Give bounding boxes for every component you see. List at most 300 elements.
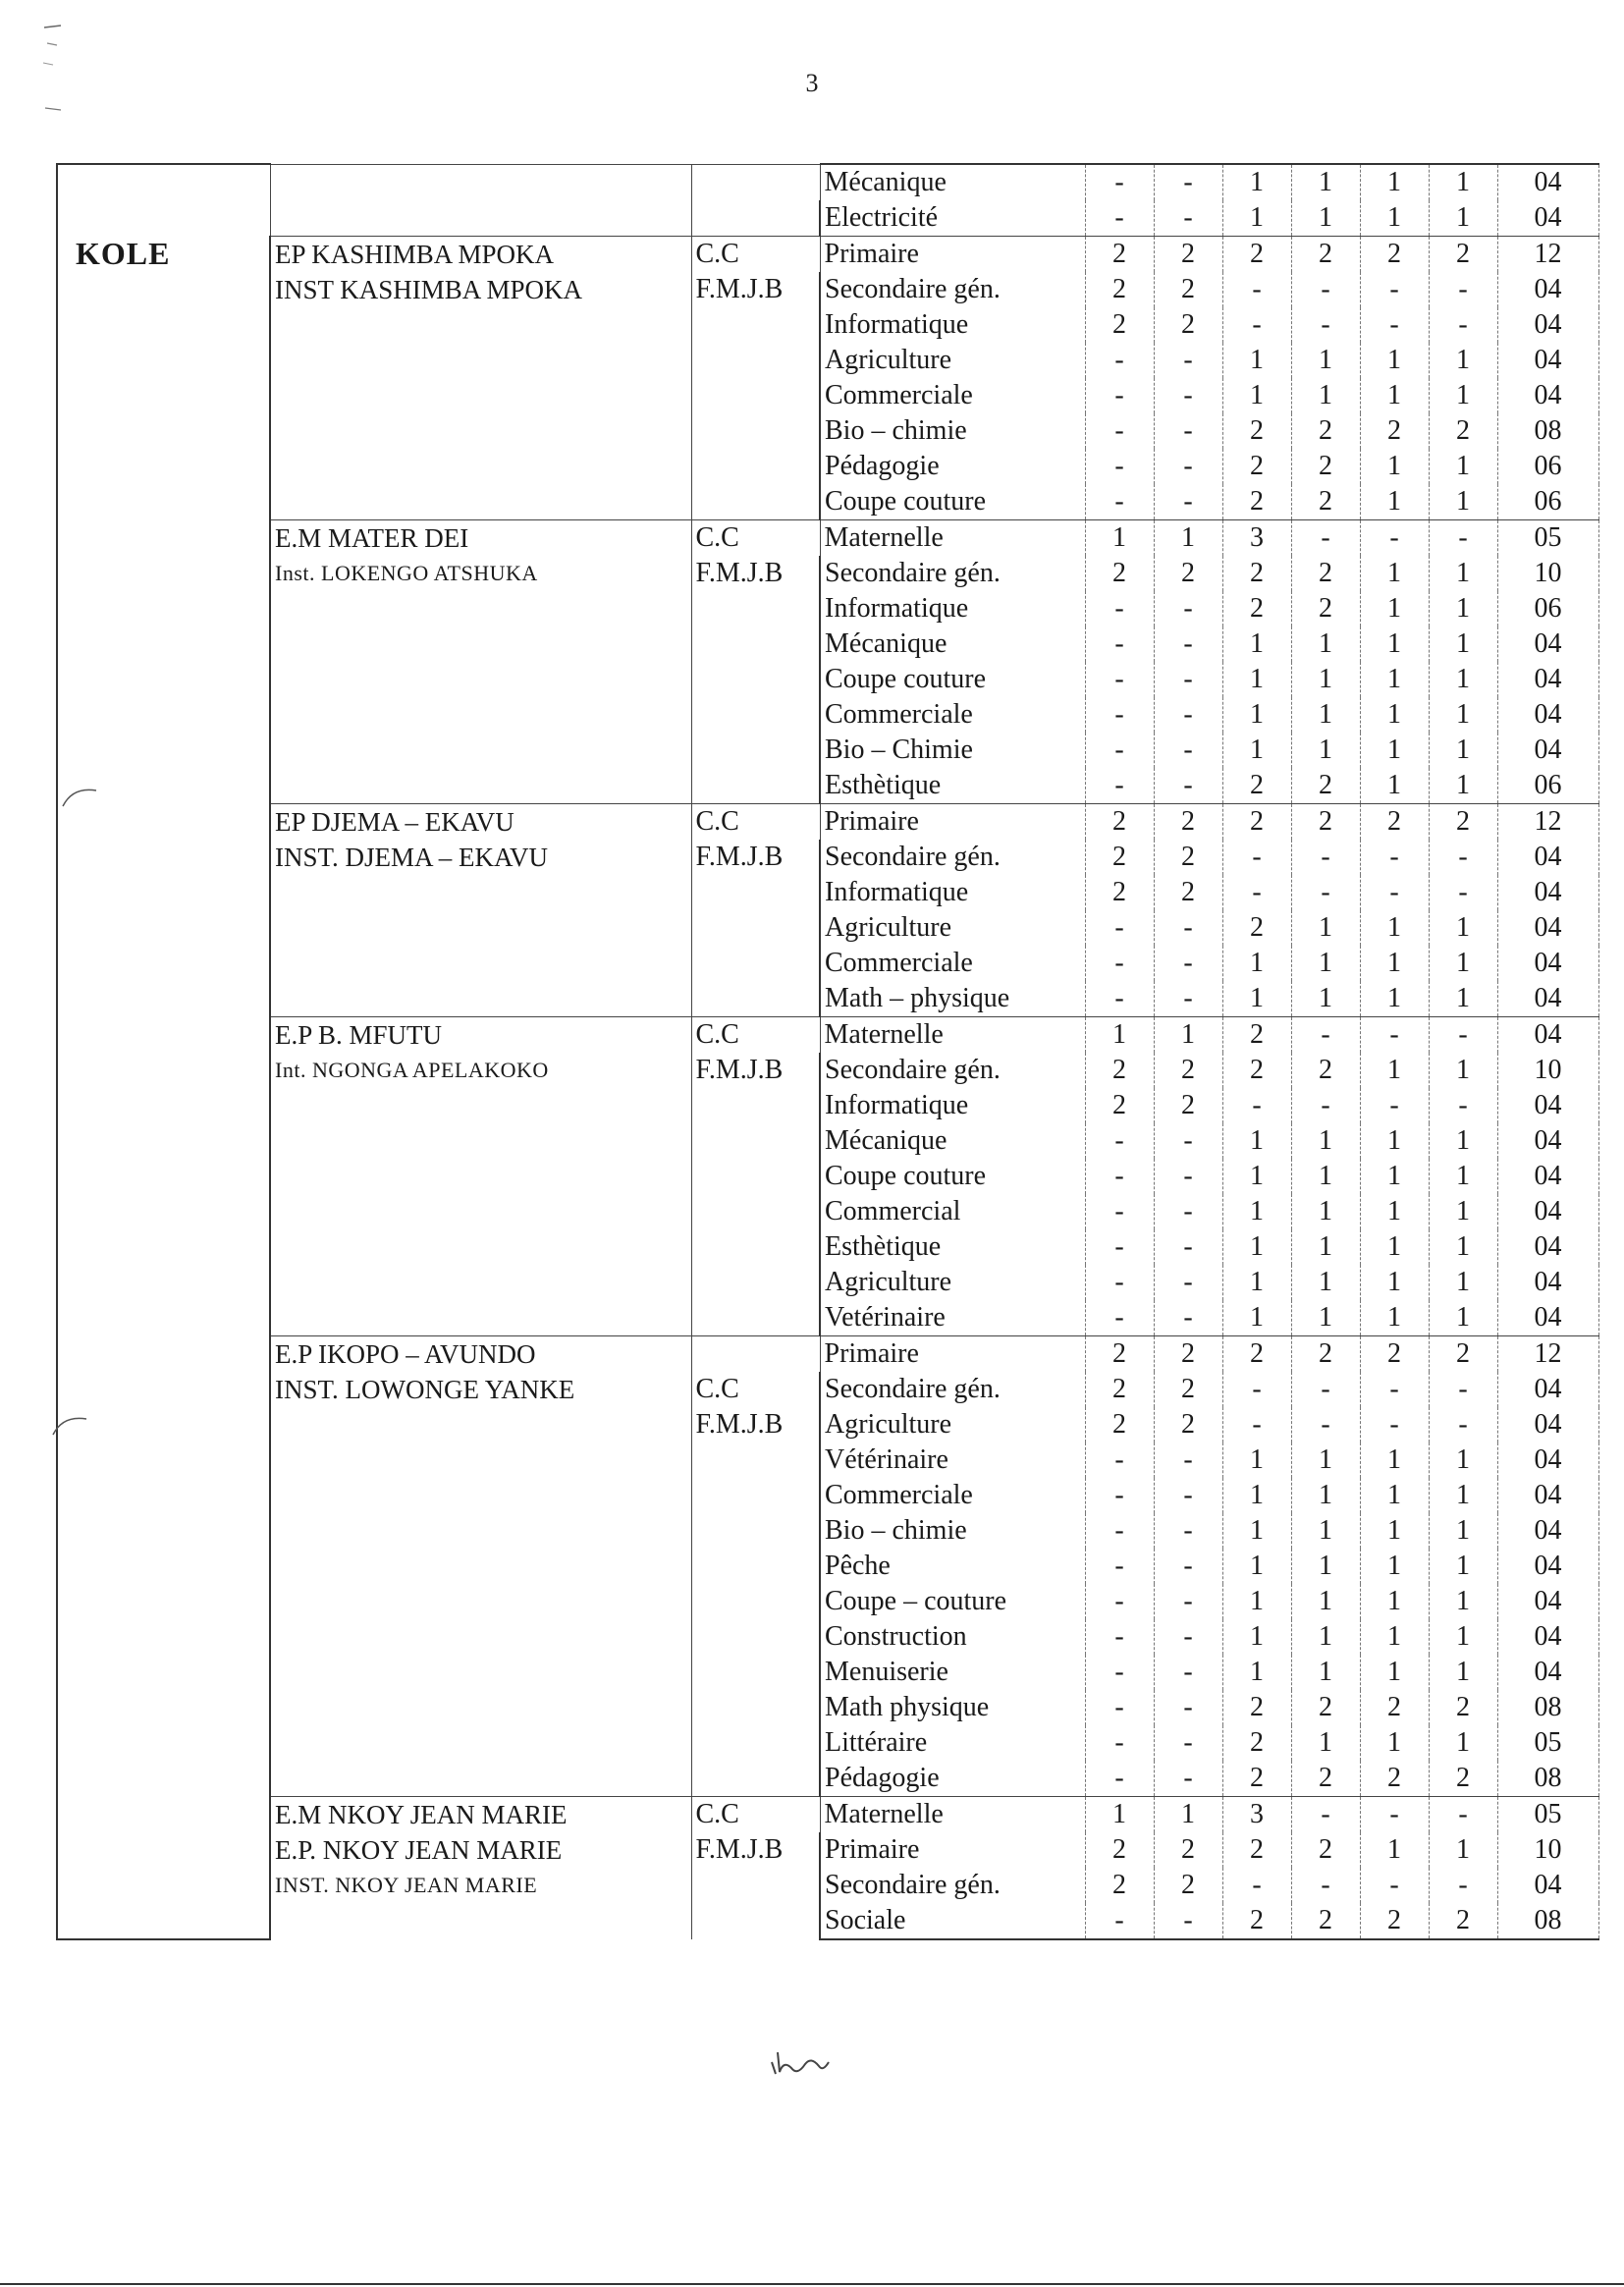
class-count-cell: 2 (1085, 272, 1154, 307)
total-cell: 08 (1497, 1761, 1598, 1797)
management-code: C.C (695, 806, 739, 837)
class-count-cell: - (1360, 1407, 1429, 1443)
school-name: INST KASHIMBA MPOKA (275, 275, 583, 304)
section-name: Pédagogie (820, 1761, 1085, 1797)
class-count-cell: 2 (1291, 484, 1360, 520)
class-count-cell: 1 (1291, 200, 1360, 237)
class-count-cell: 1 (1222, 1513, 1291, 1549)
class-count-cell: 1 (1429, 1549, 1497, 1584)
school-name: INST. NKOY JEAN MARIE (275, 1873, 538, 1897)
class-count-cell: - (1154, 1549, 1222, 1584)
total-cell: 04 (1497, 1868, 1598, 1903)
section-name: Esthètique (820, 1229, 1085, 1265)
section-name: Primaire (820, 804, 1085, 841)
total-cell: 04 (1497, 981, 1598, 1017)
class-count-cell: 1 (1085, 520, 1154, 557)
class-count-cell: 2 (1222, 556, 1291, 591)
class-count-cell: 1 (1222, 1584, 1291, 1619)
total-cell: 06 (1497, 768, 1598, 804)
class-count-cell: - (1429, 1407, 1497, 1443)
class-count-cell: 2 (1222, 449, 1291, 484)
class-count-cell: 1 (1429, 556, 1497, 591)
class-count-cell: 1 (1429, 1725, 1497, 1761)
management-code: C.C (695, 239, 739, 269)
table-row (57, 1336, 1598, 1373)
class-count-cell: - (1154, 1903, 1222, 1939)
class-count-cell: - (1085, 910, 1154, 946)
class-count-cell: 2 (1291, 1761, 1360, 1797)
class-count-cell: 1 (1154, 1797, 1222, 1833)
class-count-cell: - (1360, 840, 1429, 875)
class-count-cell: - (1360, 307, 1429, 343)
total-cell: 08 (1497, 1690, 1598, 1725)
class-count-cell: 1 (1291, 378, 1360, 413)
margin-bracket-mark (51, 1409, 90, 1439)
class-count-cell: - (1154, 662, 1222, 697)
class-count-cell: - (1154, 449, 1222, 484)
section-name: Agriculture (820, 343, 1085, 378)
class-count-cell: - (1429, 875, 1497, 910)
school-cell (270, 237, 691, 520)
table-row (57, 237, 1598, 273)
class-count-cell: 2 (1222, 237, 1291, 273)
section-name: Mécanique (820, 164, 1085, 200)
class-count-cell: - (1360, 272, 1429, 307)
section-name: Bio – Chimie (820, 733, 1085, 768)
section-name: Informatique (820, 591, 1085, 626)
class-count-cell: 2 (1429, 804, 1497, 841)
management-code: F.M.J.B (695, 1055, 784, 1085)
school-cell (270, 164, 691, 237)
class-count-cell: 1 (1429, 343, 1497, 378)
class-count-cell: 1 (1291, 910, 1360, 946)
management-cell (691, 1336, 820, 1797)
class-count-cell: - (1154, 1584, 1222, 1619)
section-name: Secondaire gén. (820, 556, 1085, 591)
class-count-cell: 2 (1085, 1407, 1154, 1443)
class-count-cell: 1 (1360, 343, 1429, 378)
section-name: Sociale (820, 1903, 1085, 1939)
management-code: F.M.J.B (695, 274, 784, 304)
management-code: F.M.J.B (695, 1409, 784, 1440)
region-name: KOLE (76, 236, 171, 271)
section-name: Maternelle (820, 520, 1085, 557)
table-row (57, 804, 1598, 841)
class-count-cell: 2 (1154, 804, 1222, 841)
section-name: Esthètique (820, 768, 1085, 804)
section-name: Secondaire gén. (820, 1868, 1085, 1903)
class-count-cell: - (1429, 307, 1497, 343)
class-count-cell: - (1154, 910, 1222, 946)
class-count-cell: - (1291, 840, 1360, 875)
class-count-cell: - (1429, 1868, 1497, 1903)
class-count-cell: - (1154, 1229, 1222, 1265)
section-name: Commerciale (820, 697, 1085, 733)
class-count-cell: - (1085, 1194, 1154, 1229)
class-count-cell: 2 (1222, 1690, 1291, 1725)
class-count-cell: 1 (1360, 1229, 1429, 1265)
section-name: Coupe couture (820, 1159, 1085, 1194)
class-count-cell: - (1085, 733, 1154, 768)
total-cell: 04 (1497, 1017, 1598, 1054)
total-cell: 08 (1497, 413, 1598, 449)
total-cell: 10 (1497, 1832, 1598, 1868)
class-count-cell: 2 (1429, 1903, 1497, 1939)
class-count-cell: - (1154, 946, 1222, 981)
class-count-cell: 2 (1085, 1336, 1154, 1373)
section-name: Math physique (820, 1690, 1085, 1725)
section-name: Informatique (820, 1088, 1085, 1123)
class-count-cell: - (1085, 1300, 1154, 1336)
class-count-cell: - (1154, 1123, 1222, 1159)
class-count-cell: 1 (1360, 591, 1429, 626)
total-cell: 04 (1497, 1265, 1598, 1300)
class-count-cell: 2 (1154, 237, 1222, 273)
total-cell: 04 (1497, 1478, 1598, 1513)
total-cell: 05 (1497, 520, 1598, 557)
class-count-cell: 1 (1429, 910, 1497, 946)
management-code (696, 1336, 816, 1372)
class-count-cell: 1 (1429, 733, 1497, 768)
class-count-cell: 2 (1222, 1903, 1291, 1939)
section-name: Commerciale (820, 1478, 1085, 1513)
class-count-cell: 1 (1360, 1655, 1429, 1690)
total-cell: 04 (1497, 1584, 1598, 1619)
class-count-cell: 2 (1154, 1868, 1222, 1903)
class-count-cell: - (1291, 1407, 1360, 1443)
class-count-cell: - (1154, 1761, 1222, 1797)
class-count-cell: 1 (1429, 1300, 1497, 1336)
class-count-cell: 1 (1222, 1300, 1291, 1336)
class-count-cell: 1 (1222, 200, 1291, 237)
class-count-cell: - (1291, 307, 1360, 343)
class-count-cell: - (1154, 697, 1222, 733)
class-count-cell: 1 (1429, 1619, 1497, 1655)
management-cell (691, 1017, 820, 1336)
total-cell: 04 (1497, 1229, 1598, 1265)
class-count-cell: 1 (1429, 484, 1497, 520)
region-cell (57, 164, 270, 1939)
page-number: 3 (805, 69, 819, 97)
class-count-cell: 1 (1429, 1053, 1497, 1088)
class-count-cell: - (1154, 1194, 1222, 1229)
total-cell: 04 (1497, 272, 1598, 307)
class-count-cell: 1 (1360, 1300, 1429, 1336)
class-count-cell: 1 (1360, 626, 1429, 662)
class-count-cell: 1 (1291, 1513, 1360, 1549)
school-name: EP DJEMA – EKAVU (275, 807, 514, 837)
class-count-cell: - (1085, 1159, 1154, 1194)
schools-table (56, 163, 1599, 1940)
section-name: Mécanique (820, 1123, 1085, 1159)
total-cell: 04 (1497, 1300, 1598, 1336)
section-name: Secondaire gén. (820, 840, 1085, 875)
class-count-cell: 1 (1429, 1194, 1497, 1229)
class-count-cell: 1 (1222, 378, 1291, 413)
class-count-cell: 1 (1291, 626, 1360, 662)
class-count-cell: - (1360, 1797, 1429, 1833)
total-cell: 08 (1497, 1903, 1598, 1939)
class-count-cell: - (1360, 1017, 1429, 1054)
class-count-cell: 2 (1291, 804, 1360, 841)
section-name: Pédagogie (820, 449, 1085, 484)
total-cell: 04 (1497, 1159, 1598, 1194)
class-count-cell: - (1360, 875, 1429, 910)
class-count-cell: 1 (1154, 1017, 1222, 1054)
class-count-cell: - (1222, 875, 1291, 910)
class-count-cell: 1 (1429, 378, 1497, 413)
section-name: Coupe couture (820, 484, 1085, 520)
school-cell (270, 1017, 691, 1336)
section-name: Informatique (820, 307, 1085, 343)
class-count-cell: - (1291, 1088, 1360, 1123)
school-name: E.M MATER DEI (275, 523, 469, 553)
class-count-cell: - (1085, 1655, 1154, 1690)
class-count-cell: - (1291, 1017, 1360, 1054)
class-count-cell: 2 (1429, 1336, 1497, 1373)
section-name: Vetérinaire (820, 1300, 1085, 1336)
class-count-cell: 1 (1360, 1053, 1429, 1088)
class-count-cell: 1 (1291, 1300, 1360, 1336)
total-cell: 05 (1497, 1725, 1598, 1761)
class-count-cell: - (1085, 1229, 1154, 1265)
class-count-cell: 2 (1085, 1053, 1154, 1088)
class-count-cell: 1 (1360, 946, 1429, 981)
section-name: Secondaire gén. (820, 272, 1085, 307)
class-count-cell: 1 (1360, 1159, 1429, 1194)
section-name: Primaire (820, 1336, 1085, 1373)
class-count-cell: 1 (1360, 697, 1429, 733)
class-count-cell: - (1222, 272, 1291, 307)
section-name: Pêche (820, 1549, 1085, 1584)
signature-initials (766, 2042, 835, 2082)
class-count-cell: 1 (1291, 1549, 1360, 1584)
school-name: E.P. NKOY JEAN MARIE (275, 1835, 563, 1865)
class-count-cell: - (1085, 164, 1154, 200)
class-count-cell: - (1085, 626, 1154, 662)
class-count-cell: - (1085, 1513, 1154, 1549)
class-count-cell: 1 (1291, 164, 1360, 200)
section-name: Coupe couture (820, 662, 1085, 697)
total-cell: 04 (1497, 1619, 1598, 1655)
total-cell: 06 (1497, 591, 1598, 626)
class-count-cell: 2 (1154, 1372, 1222, 1407)
class-count-cell: - (1085, 449, 1154, 484)
class-count-cell: 1 (1222, 1159, 1291, 1194)
class-count-cell: - (1085, 768, 1154, 804)
class-count-cell: - (1154, 981, 1222, 1017)
class-count-cell: 2 (1085, 875, 1154, 910)
class-count-cell: 1 (1429, 1832, 1497, 1868)
class-count-cell: - (1429, 272, 1497, 307)
class-count-cell: 2 (1085, 1868, 1154, 1903)
total-cell: 04 (1497, 1088, 1598, 1123)
total-cell: 04 (1497, 910, 1598, 946)
class-count-cell: 1 (1222, 1549, 1291, 1584)
class-count-cell: - (1154, 164, 1222, 200)
class-count-cell: 2 (1429, 413, 1497, 449)
class-count-cell: - (1291, 520, 1360, 557)
class-count-cell: - (1154, 1725, 1222, 1761)
class-count-cell: 1 (1429, 591, 1497, 626)
section-name: Construction (820, 1619, 1085, 1655)
class-count-cell: 1 (1222, 1478, 1291, 1513)
management-code: C.C (695, 1019, 739, 1050)
total-cell: 12 (1497, 1336, 1598, 1373)
class-count-cell: - (1085, 662, 1154, 697)
class-count-cell: 2 (1291, 1690, 1360, 1725)
class-count-cell: - (1429, 1088, 1497, 1123)
class-count-cell: 2 (1154, 272, 1222, 307)
class-count-cell: 1 (1360, 1443, 1429, 1478)
class-count-cell: 1 (1291, 1265, 1360, 1300)
class-count-cell: 1 (1222, 1194, 1291, 1229)
class-count-cell: 2 (1154, 1832, 1222, 1868)
class-count-cell: 1 (1291, 1584, 1360, 1619)
class-count-cell: 1 (1222, 1229, 1291, 1265)
class-count-cell: - (1429, 520, 1497, 557)
class-count-cell: 2 (1222, 1761, 1291, 1797)
class-count-cell: 1 (1291, 697, 1360, 733)
class-count-cell: 2 (1222, 1017, 1291, 1054)
class-count-cell: 1 (1360, 1619, 1429, 1655)
class-count-cell: 1 (1429, 1655, 1497, 1690)
total-cell: 06 (1497, 484, 1598, 520)
class-count-cell: - (1291, 875, 1360, 910)
section-name: Electricité (820, 200, 1085, 237)
total-cell: 04 (1497, 1443, 1598, 1478)
class-count-cell: - (1154, 733, 1222, 768)
class-count-cell: 1 (1291, 733, 1360, 768)
total-cell: 04 (1497, 875, 1598, 910)
class-count-cell: 1 (1429, 768, 1497, 804)
management-cell (691, 237, 820, 520)
class-count-cell: 1 (1222, 981, 1291, 1017)
total-cell: 04 (1497, 1372, 1598, 1407)
management-cell (691, 164, 820, 237)
total-cell: 04 (1497, 1407, 1598, 1443)
class-count-cell: 1 (1429, 981, 1497, 1017)
class-count-cell: 1 (1222, 1265, 1291, 1300)
class-count-cell: 2 (1291, 556, 1360, 591)
class-count-cell: 1 (1085, 1797, 1154, 1833)
management-code: C.C (695, 1799, 739, 1829)
class-count-cell: - (1222, 1868, 1291, 1903)
class-count-cell: 3 (1222, 520, 1291, 557)
management-code: F.M.J.B (695, 558, 784, 588)
class-count-cell: - (1085, 1549, 1154, 1584)
total-cell: 06 (1497, 449, 1598, 484)
section-name: Maternelle (820, 1797, 1085, 1833)
class-count-cell: 1 (1360, 1194, 1429, 1229)
total-cell: 04 (1497, 840, 1598, 875)
class-count-cell: 2 (1222, 1053, 1291, 1088)
class-count-cell: - (1429, 1797, 1497, 1833)
class-count-cell: 2 (1085, 556, 1154, 591)
class-count-cell: - (1154, 1690, 1222, 1725)
class-count-cell: 2 (1360, 1903, 1429, 1939)
total-cell: 04 (1497, 378, 1598, 413)
class-count-cell: 1 (1291, 1478, 1360, 1513)
table-row (57, 164, 1598, 200)
class-count-cell: 1 (1429, 697, 1497, 733)
class-count-cell: - (1085, 378, 1154, 413)
class-count-cell: 1 (1360, 556, 1429, 591)
section-name: Littéraire (820, 1725, 1085, 1761)
class-count-cell: 1 (1429, 1443, 1497, 1478)
total-cell: 04 (1497, 307, 1598, 343)
class-count-cell: 1 (1429, 946, 1497, 981)
class-count-cell: - (1154, 1443, 1222, 1478)
management-cell (691, 804, 820, 1017)
class-count-cell: 2 (1360, 237, 1429, 273)
class-count-cell: 1 (1429, 164, 1497, 200)
class-count-cell: - (1360, 1088, 1429, 1123)
total-cell: 04 (1497, 1194, 1598, 1229)
class-count-cell: 2 (1085, 307, 1154, 343)
class-count-cell: 2 (1085, 840, 1154, 875)
class-count-cell: - (1154, 768, 1222, 804)
class-count-cell: 2 (1222, 413, 1291, 449)
class-count-cell: 1 (1222, 343, 1291, 378)
class-count-cell: 1 (1291, 1725, 1360, 1761)
class-count-cell: - (1429, 1372, 1497, 1407)
class-count-cell: - (1222, 307, 1291, 343)
total-cell: 04 (1497, 946, 1598, 981)
class-count-cell: 2 (1291, 591, 1360, 626)
class-count-cell: 2 (1085, 1832, 1154, 1868)
class-count-cell: 2 (1222, 1725, 1291, 1761)
class-count-cell: - (1360, 1372, 1429, 1407)
class-count-cell: 2 (1222, 1832, 1291, 1868)
section-name: Informatique (820, 875, 1085, 910)
class-count-cell: 1 (1222, 1655, 1291, 1690)
class-count-cell: 1 (1429, 200, 1497, 237)
class-count-cell: 2 (1085, 237, 1154, 273)
class-count-cell: 1 (1360, 1123, 1429, 1159)
total-cell: 12 (1497, 237, 1598, 273)
management-code: C.C (695, 522, 739, 553)
section-name: Agriculture (820, 1407, 1085, 1443)
class-count-cell: 2 (1222, 768, 1291, 804)
class-count-cell: 2 (1429, 237, 1497, 273)
class-count-cell: 2 (1222, 1336, 1291, 1373)
class-count-cell: 1 (1429, 1159, 1497, 1194)
class-count-cell: - (1085, 484, 1154, 520)
section-name: Coupe – couture (820, 1584, 1085, 1619)
class-count-cell: - (1085, 1584, 1154, 1619)
class-count-cell: 1 (1360, 200, 1429, 237)
class-count-cell: - (1085, 1123, 1154, 1159)
class-count-cell: 2 (1222, 804, 1291, 841)
class-count-cell: 2 (1222, 910, 1291, 946)
class-count-cell: 2 (1291, 449, 1360, 484)
section-name: Agriculture (820, 1265, 1085, 1300)
school-name: E.M NKOY JEAN MARIE (275, 1800, 568, 1829)
class-count-cell: - (1154, 1619, 1222, 1655)
class-count-cell: - (1154, 1655, 1222, 1690)
class-count-cell: 1 (1291, 1619, 1360, 1655)
class-count-cell: 1 (1360, 1478, 1429, 1513)
management-cell (691, 520, 820, 804)
class-count-cell: 1 (1360, 1725, 1429, 1761)
management-code: F.M.J.B (695, 842, 784, 872)
class-count-cell: 1 (1360, 768, 1429, 804)
class-count-cell: 2 (1291, 768, 1360, 804)
class-count-cell: 1 (1360, 1265, 1429, 1300)
section-name: Agriculture (820, 910, 1085, 946)
class-count-cell: 3 (1222, 1797, 1291, 1833)
